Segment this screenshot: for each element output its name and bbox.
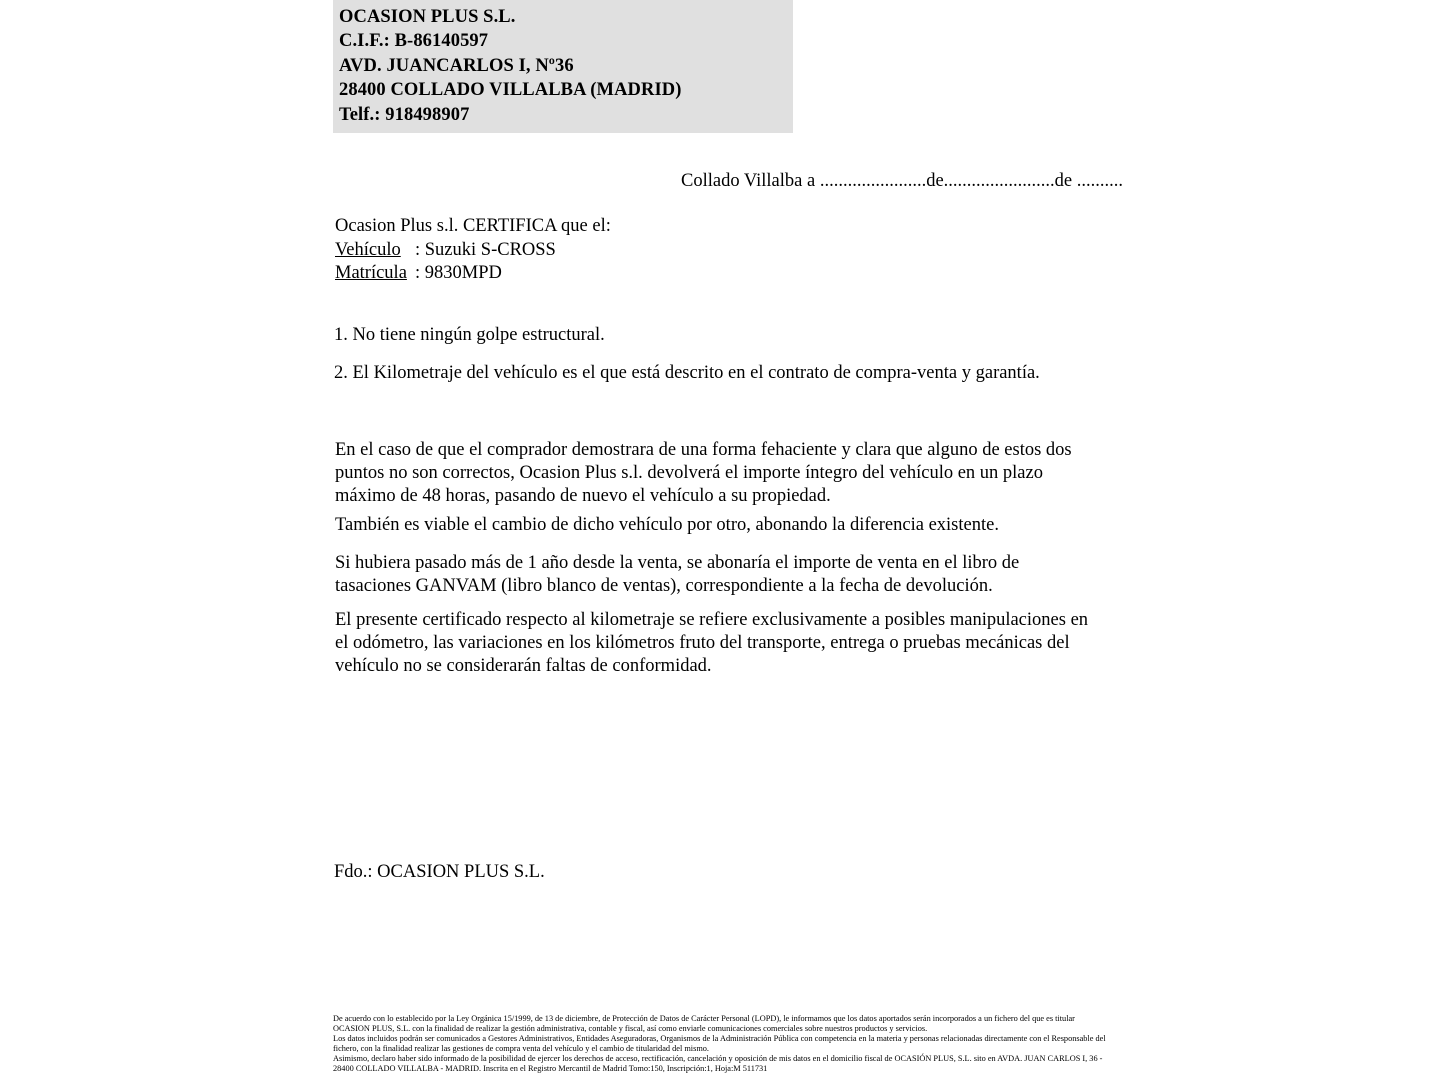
company-cif: C.I.F.: B-86140597	[339, 31, 489, 52]
company-header-box	[333, 0, 793, 133]
certifies-block	[335, 215, 611, 286]
legal-footer	[333, 1014, 1108, 1075]
vehicle-value: : Suzuki S-CROSS	[415, 239, 556, 260]
certifies-intro: Ocasion Plus s.l. CERTIFICA que el:	[335, 216, 611, 236]
vehicle-row	[335, 239, 611, 263]
signature-line: Fdo.: OCASION PLUS S.L.	[334, 862, 545, 882]
paragraph-refund: En el caso de que el comprador demostrara de una forma fehaciente y clara que alguno de estos dos puntos no son correctos, Ocasion Plus s.l. devolverá el importe íntegro del vehículo en un plazo máximo de 48 horas, pasando de nuevo el vehículo a su propiedad.	[335, 440, 1072, 507]
legal-paragraph-2: Los datos incluidos podrán ser comunicados a Gestores Administrativos, Entidades Aseguradoras, Organismos de la Administración Pública con competencia en la materia y personas relacionadas directamente con el Responsable del fichero, con la finalidad realizar las gestiones de compra venta del vehículo y el cambio de titularidad del mismo.	[333, 1034, 1106, 1054]
plate-row	[335, 262, 611, 286]
paragraph-exchange: También es viable el cambio de dicho vehículo por otro, abonando la diferencia existente.	[335, 515, 999, 535]
plate-value: : 9830MPD	[415, 263, 502, 283]
vehicle-label: Vehículo	[335, 239, 401, 260]
company-city: 28400 COLLADO VILLALBA (MADRID)	[339, 80, 682, 101]
paragraph-odometer: El presente certificado respecto al kilometraje se refiere exclusivamente a posibles manipulaciones en el odómetro, las variaciones en los kilómetros fruto del transporte, entrega o pruebas mecánicas del vehículo no se considerarán faltas de conformidad.	[335, 610, 1089, 677]
date-line: Collado Villalba a .......................de........................de ..........	[681, 171, 1123, 191]
company-name: OCASION PLUS S.L.	[339, 7, 516, 27]
legal-paragraph-3: Asimismo, declaro haber sido informado de la posibilidad de ejercer los derechos de acceso, rectificación, cancelación y oposición de mis datos en el domicilio fiscal de OCASIÓN PLUS, S.L. sito en AVDA. JUAN CARLOS I, 36 - 28400 COLLADO VILLALBA - MADRID. Inscrita en el Registro Mercantil de Madrid Tomo:150, Inscripción:1, Hoja:M 511731	[333, 1054, 1103, 1074]
paragraph-ganvam: Si hubiera pasado más de 1 año desde la venta, se abonaría el importe de venta en el libro de tasaciones GANVAM (libro blanco de ventas), correspondiente a la fecha de devolución.	[335, 553, 1020, 597]
point-no-structural-damage: 1. No tiene ningún golpe estructural.	[334, 325, 605, 345]
company-street: AVD. JUANCARLOS I, Nº36	[339, 55, 574, 76]
point-mileage: 2. El Kilometraje del vehículo es el que está descrito en el contrato de compra-venta y garantía.	[334, 363, 1040, 383]
plate-label: Matrícula	[335, 263, 407, 283]
legal-paragraph-1: De acuerdo con lo establecido por la Ley Orgánica 15/1999, de 13 de diciembre, de Protección de Datos de Carácter Personal (LOPD), le informamos que los datos aportados serán incorporados a un fichero del que es titular OCASION PLUS, S.L. con la finalidad de realizar la gestión administrativa, contable y fiscal, así como enviarle comunicaciones comerciales sobre nuestros productos y servicios.	[333, 1014, 1075, 1034]
company-phone: Telf.: 918498907	[339, 104, 470, 125]
